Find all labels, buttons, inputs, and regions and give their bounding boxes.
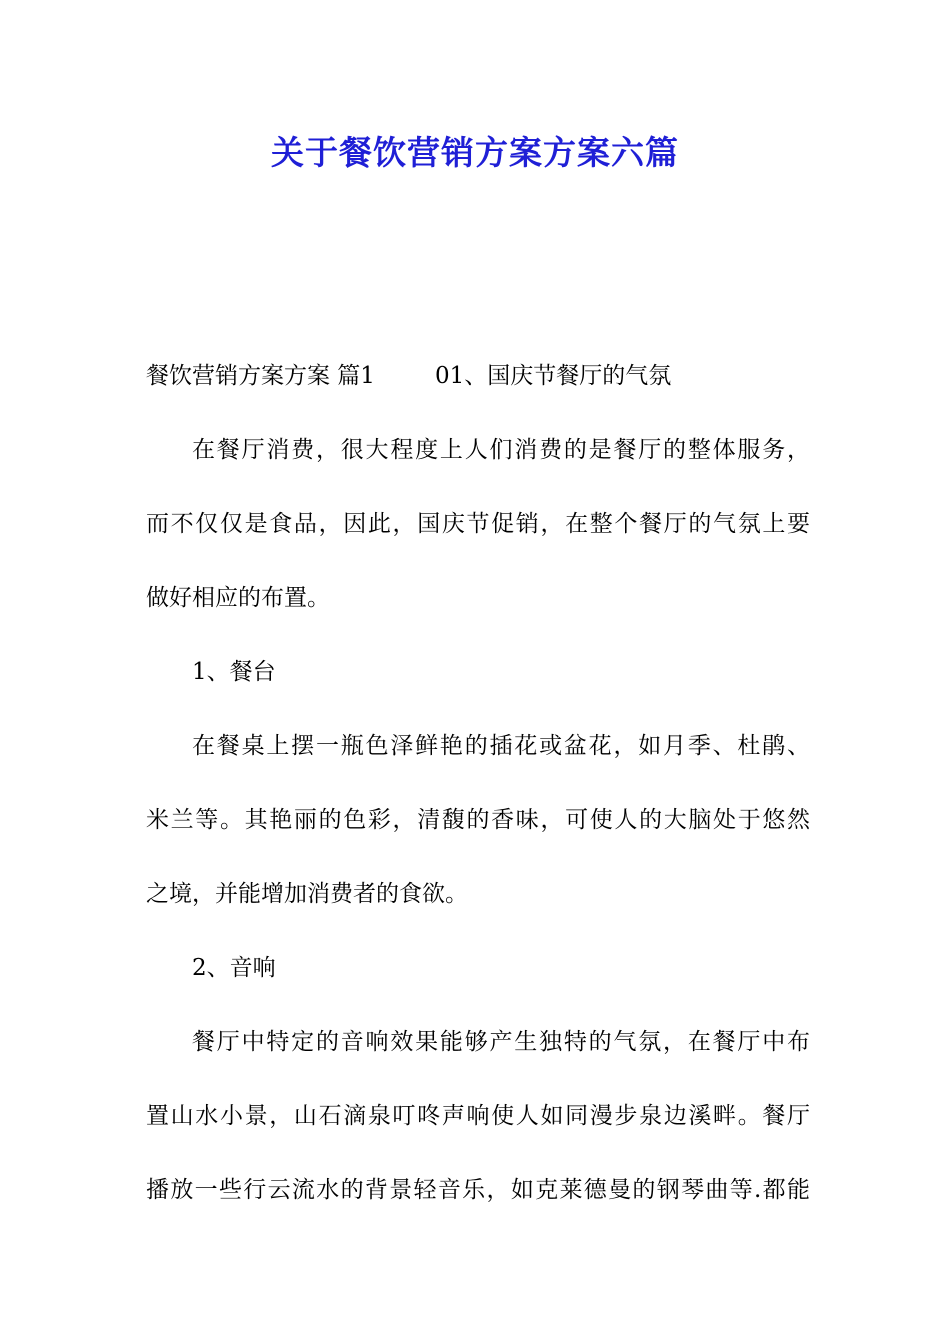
- item-heading: 1、餐台: [192, 659, 276, 685]
- paragraph-line: 米兰等。其艳丽的色彩，清馥的香味，可使人的大脑处于悠然: [146, 807, 810, 833]
- document-body: [146, 339, 810, 1227]
- paragraph-line: 在餐桌上摆一瓶色泽鲜艳的插花或盆花，如月季、杜鹃、: [192, 733, 810, 759]
- paragraph-line: 播放一些行云流水的背景轻音乐，如克莱德曼的钢琴曲等.都能: [146, 1177, 810, 1203]
- item-heading: 2、音响: [192, 955, 276, 981]
- section-heading-line: [146, 339, 810, 413]
- paragraph-line: 之境，并能增加消费者的食欲。: [146, 881, 468, 907]
- paragraph-line: 在餐厅消费，很大程度上人们消费的是餐厅的整体服务，: [192, 437, 810, 463]
- document-title: 关于餐饮营销方案方案六篇: [271, 133, 679, 172]
- subsection-heading: 01、国庆节餐厅的气氛: [434, 363, 672, 389]
- paragraph-line: 而不仅仅是食品，因此，国庆节促销，在整个餐厅的气氛上要: [146, 511, 810, 537]
- paragraph-line: 做好相应的布置。: [146, 585, 330, 611]
- paragraph-line: 置山水小景，山石滴泉叮咚声响使人如同漫步泉边溪畔。餐厅: [146, 1103, 810, 1129]
- section-heading: 餐饮营销方案方案 篇1: [146, 363, 375, 389]
- paragraph-line: 餐厅中特定的音响效果能够产生独特的气氛，在餐厅中布: [192, 1029, 810, 1055]
